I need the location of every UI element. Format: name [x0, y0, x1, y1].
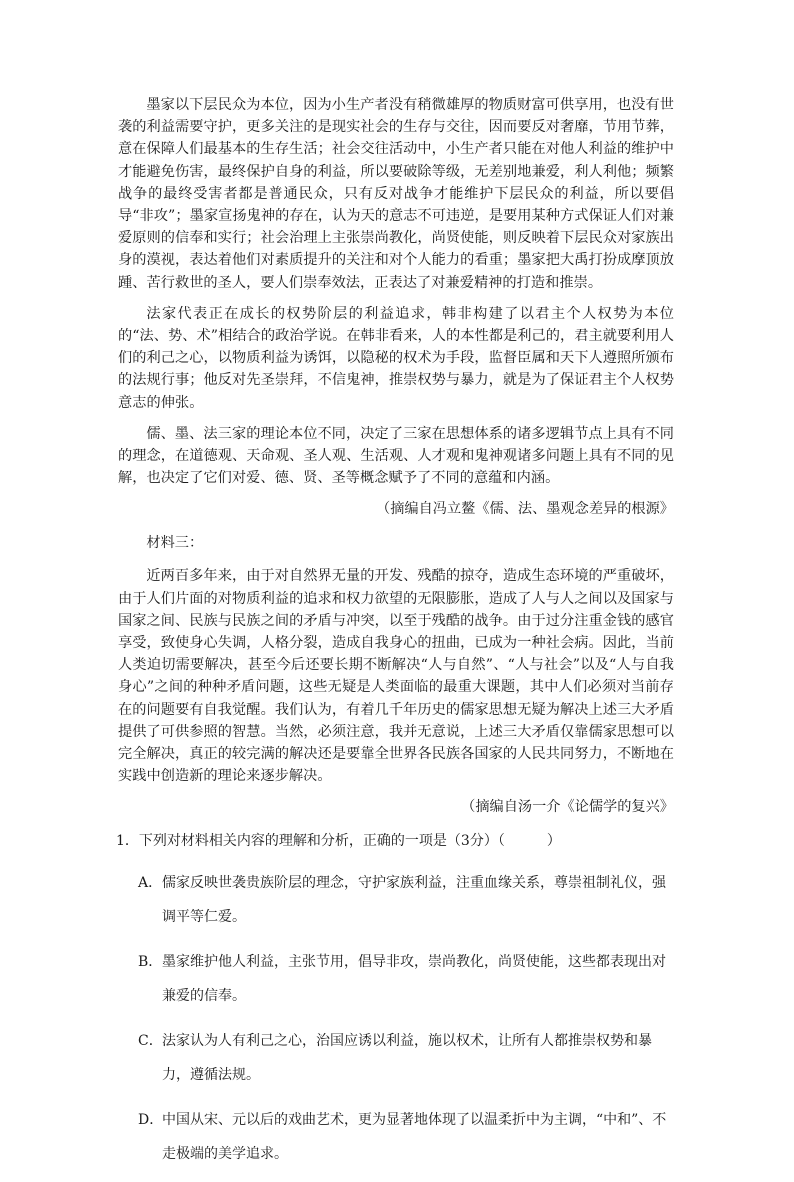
material-three-heading: 材料三：	[146, 535, 204, 552]
source-citation-2: （摘编自汤一介《论儒学的复兴》	[461, 799, 674, 816]
paragraph-summary: 儒、墨、法三家的理论本位不同，决定了三家在思想体系的诸多逻辑节点上具有不同的理念，在道德观、天命观、圣人观、生活观、人才观和鬼神观诸多问题上具有不同的见解，也决定了它们对爱、德、贤、圣等概念赋予了不同的意蕴和内涵。	[118, 425, 674, 487]
option-d	[138, 1103, 674, 1171]
document-page	[118, 94, 674, 1182]
option-letter: D．	[138, 1112, 164, 1129]
option-letter: C．	[138, 1033, 163, 1050]
option-text: 中国从宋、元以后的戏曲艺术，更为显著地体现了以温柔折中为主调，“中和”、不走极端的美学追求。	[162, 1112, 667, 1163]
option-a	[138, 866, 674, 934]
option-letter: B．	[138, 954, 163, 971]
paragraph-mohist: 墨家以下层民众为本位，因为小生产者没有稍微雄厚的物质财富可供享用，也没有世袭的利益需要守护，更多关注的是现实社会的生存与交往，因而要反对奢靡，节用节葬，意在保障人们最基本的生存生活；社会交往活动中，小生产者只能在对他人利益的维护中才能避免伤害，最终保护自身的利益，所以要破除等级，无差别地兼爱，利人利他；频繁战争的最终受害者都是普通民众，只有反对战争才能维护下层民众的利益，所以要倡导“非攻”；墨家宣扬鬼神的存在，认为天的意志不可违逆，是要用某种方式保证人们对兼爱原则的信奉和实行；社会治理上主张崇尚教化，尚贤使能，则反映着下层民众对家族出身的漠视，表达着他们对素质提升的关注和对个人能力的看重；墨家把大禹打扮成摩顶放踵、苦行救世的圣人，要人们崇奉效法，正表达了对兼爱精神的打造和推崇。	[118, 97, 674, 291]
material-three-text: 近两百多年来，由于对自然界无量的开发、残酷的掠夺，造成生态环境的严重破坏，由于人们片面的对物质利益的追求和权力欲望的无限膨胀，造成了人与人之间以及国家与国家之间、民族与民族之间的矛盾与冲突，以至于残酷的战争。由于过分注重金钱的感官享受，致使身心失调，人格分裂，造成自我身心的扭曲，已成为一种社会病。因此，当前人类迫切需要解决，甚至今后还要长期不断解决“人与自然”、“人与社会”以及“人与自我身心”之间的种种矛盾问题，这些无疑是人类面临的最重大课题，其中人们必须对当前存在的问题要有自我觉醒。我们认为，有着几千年历史的儒家思想无疑为解决上述三大矛盾提供了可供参照的智慧。当然，必须注意，我并无意说，上述三大矛盾仅靠儒家思想可以完全解决，真正的较完满的解决还是要靠全世界各民族各国家的人民共同努力，不断地在实践中创造新的理论来逐步解决。	[118, 568, 674, 785]
option-c	[138, 1024, 674, 1092]
question-1-stem: 1．下列对材料相关内容的理解和分析，正确的一项是（3分）（ ）	[116, 833, 561, 850]
option-b	[138, 945, 674, 1013]
option-letter: A．	[138, 875, 163, 892]
source-citation-1: （摘编自冯立鳌《儒、法、墨观念差异的根源》	[376, 501, 674, 518]
option-text: 法家认为人有利己之心，治国应诱以利益，施以权术，让所有人都推崇权势和暴力，遵循法规。	[162, 1033, 652, 1084]
option-text: 墨家维护他人利益，主张节用，倡导非攻，崇尚教化，尚贤使能，这些都表现出对兼爱的信奉。	[162, 954, 666, 1005]
option-text: 儒家反映世袭贵族阶层的理念，守护家族利益，注重血缘关系，尊崇祖制礼仪，强调平等仁爱。	[162, 875, 666, 926]
paragraph-legalist: 法家代表正在成长的权势阶层的利益追求，韩非构建了以君主个人权势为本位的“法、势、术”相结合的政治学说。在韩非看来，人的本性都是利己的，君主就要利用人们的利己之心，以物质利益为诱饵，以隐秘的权术为手段，监督臣属和天下人遵照所颁布的法规行事；他反对先圣崇拜，不信鬼神，推崇权势与暴力，就是为了保证君主个人权势意志的伸张。	[118, 305, 674, 411]
